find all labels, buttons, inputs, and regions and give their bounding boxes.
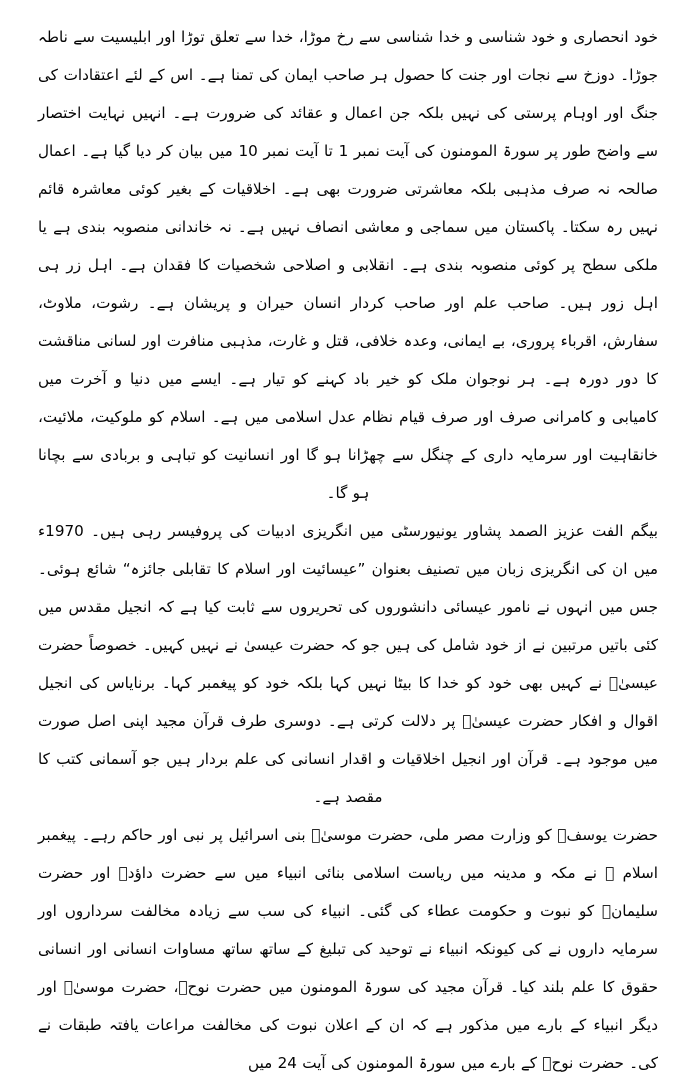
- paragraph-3: حضرت یوسفؑ کو وزارت مصر ملی، حضرت موسیٰؑ بنی اسرائیل پر نبی اور حاکم رہے۔ پیغمبر اسلام ﷺ نے مکہ و مدینہ میں ریاست اسلامی بنائی انبیاء میں سے حضرت داؤدؑ اور حضرت سلیمانؑ کو نبوت و حکومت عطاء کی گئی۔ انبیاء کی سب سے زیادہ مخالفت سرداروں اور سرمایہ داروں نے کی کیونکہ انبیاء نے توحید کی تبلیغ کے ساتھ ساتھ مساوات انسانی اور انسانی حقوق کا علم بلند کیا۔ قرآن مجید کی سورۃ المومنون میں حضرت نوحؑ، حضرت موسیٰؑ اور دیگر انبیاء کے بارے میں مذکور ہے کہ ان کے اعلان نبوت کی مخالفت مراعات یافتہ طبقات نے کی۔ حضرت نوحؑ کے بارے میں سورۃ المومنون کی آیت 24 میں: [38, 826, 658, 1072]
- document-body: [38, 18, 658, 1082]
- paragraph-1: خود انحصاری و خود شناسی و خدا شناسی سے رخ موڑا، خدا سے تعلق توڑا اور ابلیسیت سے ناطہ جوڑا۔ دوزخ سے نجات اور جنت کا حصول ہر صاحب ایمان کی تمنا ہے۔ اس کے لئے اعتقادات کی جنگ اور اوہام پرستی کی نہیں بلکہ جن اعمال و عقائد کی ضرورت ہے۔ انہیں نہایت اختصار سے واضح طور پر سورۃ المومنون کی آیت نمبر 1 تا آیت نمبر 10 میں بیان کر دیا گیا ہے۔ اعمال صالحہ نہ صرف مذہبی بلکہ معاشرتی ضرورت بھی ہے۔ اخلاقیات کے بغیر کوئی معاشرہ قائم نہیں رہ سکتا۔ پاکستان میں سماجی و معاشی انصاف نہیں ہے۔ نہ خاندانی منصوبہ بندی ہے یا ملکی سطح پر کوئی منصوبہ بندی ہے۔ انقلابی و اصلاحی شخصیات کا فقدان ہے۔ اہل زر ہی اہل زور ہیں۔ صاحب علم اور صاحب کردار انسان حیران و پریشان ہے۔ رشوت، ملاوٹ، سفارش، اقرباء پروری، بے ایمانی، وعدہ خلافی، قتل و غارت، مذہبی منافرت اور لسانی مناقشت کا دور دورہ ہے۔ ہر نوجوان ملک کو خیر باد کہنے کو تیار ہے۔ ایسے میں دنیا و آخرت میں کامیابی و کامرانی صرف اور صرف قیام نظام عدل اسلامی میں ہے۔ اسلام کو ملوکیت، ملائیت، خانقاہیت اور سرمایہ داری کے چنگل سے چھڑانا ہو گا اور انسانیت کو تباہی و بربادی سے بچانا ہو گا۔: [38, 28, 658, 502]
- paragraph-2: بیگم الفت عزیز الصمد پشاور یونیورسٹی میں انگریزی ادبیات کی پروفیسر رہی ہیں۔ 1970ء میں ان کی انگریزی زبان میں تصنیف بعنوان ”عیسائیت اور اسلام کا تقابلی جائزہ“ شائع ہوئی۔ جس میں انہوں نے نامور عیسائی دانشوروں کی تحریروں سے ثابت کیا ہے کہ انجیل مقدس میں کئی باتیں مرتبین نے از خود شامل کی ہیں جو کہ حضرت عیسیٰ نے نہیں کہیں۔ خصوصاً حضرت عیسیٰؑ نے کہیں بھی خود کو خدا کا بیٹا نہیں کہا بلکہ خود کو پیغمبر کہا۔ برنایاس کی انجیل اقوال و افکار حضرت عیسیٰؑ پر دلالت کرتی ہے۔ دوسری طرف قرآن مجید اپنی اصل صورت میں موجود ہے۔ قرآن اور انجیل اخلاقیات و اقدار انسانی کی علم بردار ہیں جو آسمانی کتب کا مقصد ہے۔: [38, 522, 658, 806]
